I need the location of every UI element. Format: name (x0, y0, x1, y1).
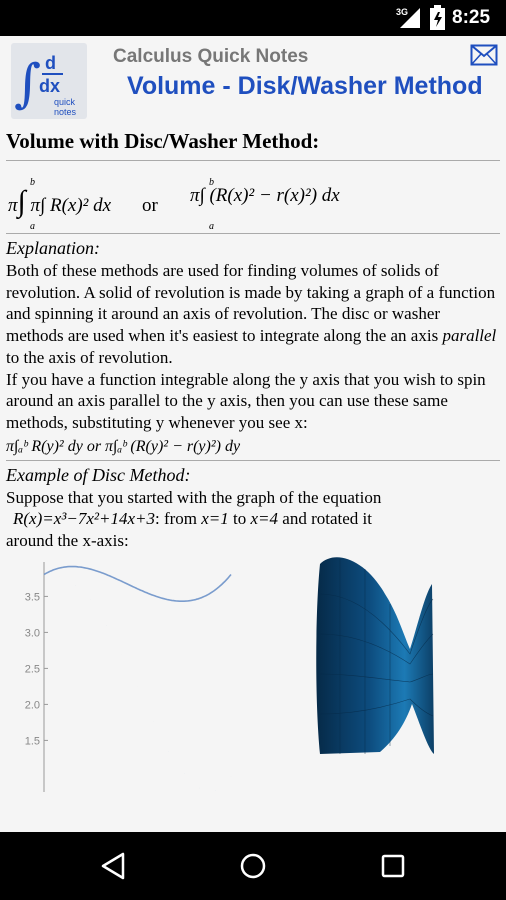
example-line3: around the x-axis: (6, 531, 129, 551)
upper-limit-2: b (209, 177, 214, 188)
recents-icon[interactable] (373, 850, 413, 882)
mail-icon[interactable] (470, 44, 498, 66)
series-line (44, 566, 231, 601)
svg-text:d: d (45, 53, 56, 73)
para1-text: Both of these methods are used for finding volumes of solids of revolution. A solid of revolution is made by taking a graph of a function and spinning it around an axis of revolution. The disc or washer methods are used when it's easiest to integrate along the an axis (6, 261, 496, 346)
upper-limit: b (30, 177, 35, 188)
header (0, 36, 506, 126)
function-graph (6, 552, 246, 797)
section-heading: Volume with Disc/Washer Method: (6, 129, 320, 153)
divider (6, 233, 500, 234)
network-type: 3G (396, 7, 409, 17)
svg-text:quick: quick (54, 97, 76, 107)
y-tick-label: 1.5 (24, 735, 40, 748)
y-tick-label: 2.5 (24, 663, 40, 676)
app-screen (0, 36, 506, 832)
example-x-from: x=1 (201, 509, 229, 529)
explanation-paragraph-2: If you have a function integrable along the y axis that you wish to spin around an axis parallel to the y axis, then you can use these same methods, substituting y whenever you see x: (6, 369, 486, 432)
svg-text:dx: dx (39, 76, 61, 96)
para1-emphasis: parallel (442, 326, 497, 346)
solid-of-revolution (310, 554, 440, 764)
example-figures (6, 552, 500, 797)
example-equation: R(x)=x³−7x²+14x+3 (13, 509, 155, 529)
example-paragraph (6, 487, 500, 552)
y-tick-label: 3.0 (24, 627, 40, 640)
formula-washer (190, 185, 340, 207)
lower-limit: a (30, 221, 35, 232)
back-icon[interactable] (94, 850, 134, 882)
signal-icon (396, 6, 426, 30)
clock: 8:25 (452, 7, 491, 28)
lower-limit-2: a (209, 221, 214, 232)
divider (6, 460, 500, 461)
example-x-to: x=4 (250, 509, 279, 529)
formula-y: π∫ₐᵇ R(y)² dy or π∫ₐᵇ (R(y)² − r(y)²) dy (6, 437, 241, 455)
explanation-heading: Explanation: (6, 238, 100, 258)
svg-text:notes: notes (54, 107, 77, 117)
example-line1: Suppose that you started with the graph of the equation (6, 487, 382, 507)
page-title: Volume - Disk/Washer Method (127, 72, 483, 100)
battery-icon (430, 5, 446, 31)
volume-formulas (6, 161, 500, 233)
example-line2 (6, 508, 500, 530)
navigation-bar (0, 832, 506, 900)
svg-text:∫: ∫ (14, 54, 42, 114)
example-heading: Example of Disc Method: (6, 464, 191, 485)
status-bar (0, 0, 506, 36)
formula-disc-text: π∫ R(x)² dx (30, 195, 112, 216)
formula-or: or (142, 195, 158, 216)
example-line2-end: and rotated it (278, 509, 372, 529)
formula-washer-text: π∫ (R(x)² − r(x)²) dx (190, 185, 340, 206)
app-logo (11, 43, 87, 119)
app-name: Calculus Quick Notes (113, 46, 309, 67)
para1-end: to the axis of revolution. (6, 347, 173, 367)
y-tick-label: 3.5 (24, 591, 40, 604)
example-from: : from (154, 509, 202, 529)
explanation-paragraph (6, 260, 500, 369)
formula-disc: π∫ π∫ R(x)² dx (8, 185, 112, 218)
home-icon[interactable] (233, 850, 273, 882)
y-tick-label: 2.0 (24, 699, 40, 712)
note-content (6, 126, 500, 797)
example-to-word: to (228, 509, 251, 529)
